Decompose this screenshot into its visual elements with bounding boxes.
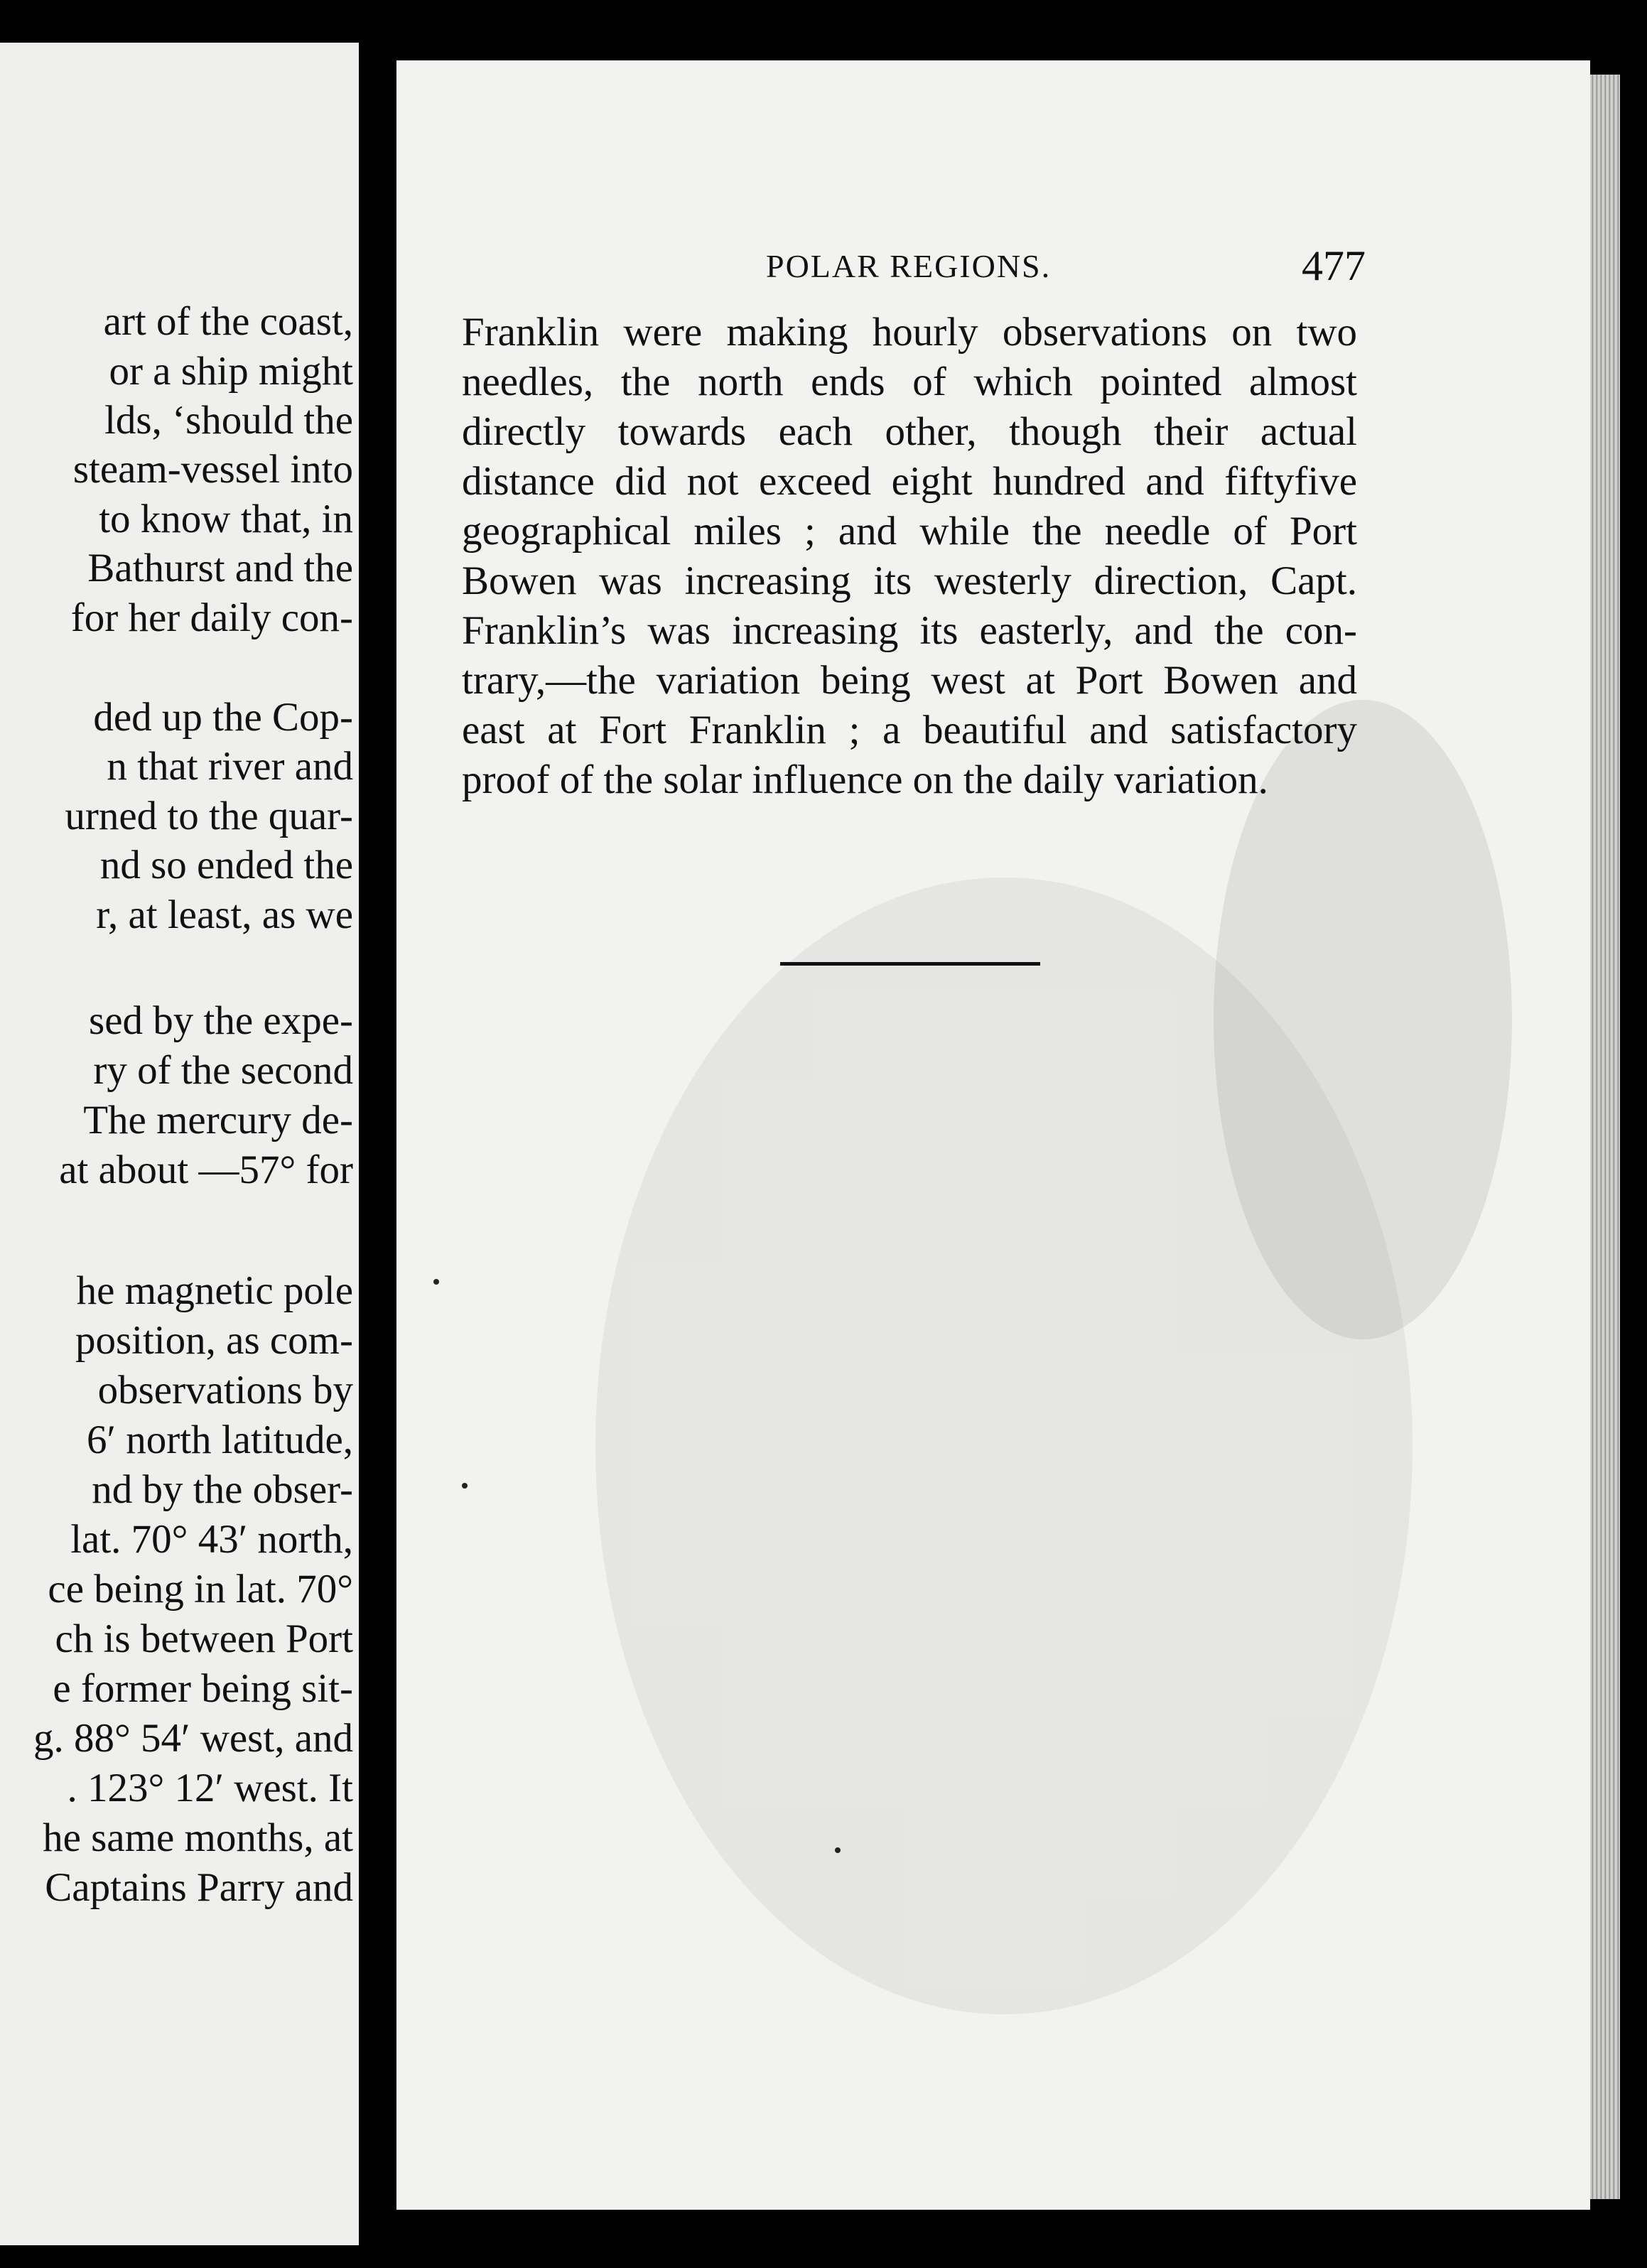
paragraph-line: needles, the north ends of which pointed almost [462, 360, 1357, 404]
left-page-line: observations by [97, 1368, 353, 1413]
left-page-line: ch is between Port [55, 1616, 353, 1661]
right-page [396, 60, 1590, 2210]
left-page-line: g. 88° 54′ west, and [33, 1716, 353, 1761]
paragraph-line: distance did not exceed eight hundred and fiftyfive [462, 459, 1357, 504]
paragraph-line: geographical miles ; and while the needle of Port [462, 509, 1357, 554]
page-edge [1590, 75, 1620, 2199]
paragraph-line: Franklin were making hourly observations on two [462, 310, 1357, 355]
running-head: POLAR REGIONS. [766, 248, 1052, 284]
ink-speck [835, 1847, 841, 1853]
left-page-line: lat. 70° 43′ north, [70, 1517, 353, 1562]
paragraph-line: Bowen was increasing its westerly direction, Capt. [462, 558, 1357, 603]
paragraph-line: directly towards each other, though their actual [462, 409, 1357, 454]
paragraph-line: Franklin’s was increasing its easterly, and the con- [462, 608, 1357, 653]
left-page-line: urned to the quar- [65, 794, 353, 838]
left-page-line: n that river and [107, 744, 353, 789]
left-page-line: position, as com- [75, 1318, 353, 1363]
left-page-line: ce being in lat. 70° [48, 1567, 353, 1611]
left-page-line: sed by the expe- [89, 998, 353, 1043]
left-page-line: or a ship might [109, 349, 353, 394]
page-number: 477 [1302, 242, 1366, 289]
left-page-line: lds, ‘should the [104, 398, 353, 443]
left-page [0, 43, 359, 2245]
paragraph-line: trary,—the variation being west at Port Bowen and [462, 658, 1357, 703]
left-page-line: ry of the second [93, 1048, 353, 1093]
left-page-line: Bathurst and the [87, 546, 353, 590]
ink-speck [462, 1483, 468, 1489]
left-page-line: . 123° 12′ west. It [67, 1766, 353, 1810]
left-page-line: Captains Parry and [45, 1865, 353, 1910]
left-page-line: he same months, at [43, 1815, 353, 1860]
left-page-line: to know that, in [99, 497, 353, 541]
left-page-line: 6′ north latitude, [87, 1418, 353, 1462]
left-page-line: he magnetic pole [76, 1268, 353, 1313]
left-page-line: for her daily con- [70, 595, 353, 640]
section-rule [780, 962, 1040, 966]
left-page-line: ded up the Cop- [93, 695, 353, 740]
paragraph-line: east at Fort Franklin ; a beautiful and satisfactory [462, 708, 1357, 752]
left-page-line: r, at least, as we [96, 892, 353, 937]
left-page-line: at about —57° for [59, 1148, 353, 1192]
left-page-line: art of the coast, [103, 299, 353, 344]
left-page-line: e former being sit- [53, 1666, 353, 1711]
paragraph-line: proof of the solar influence on the daily variation. [462, 757, 1268, 802]
left-page-line: The mercury de- [83, 1098, 353, 1143]
ink-speck [433, 1279, 439, 1285]
left-page-line: nd so ended the [99, 843, 353, 887]
left-page-line: nd by the obser- [92, 1467, 353, 1512]
left-page-line: steam-vessel into [72, 447, 353, 492]
